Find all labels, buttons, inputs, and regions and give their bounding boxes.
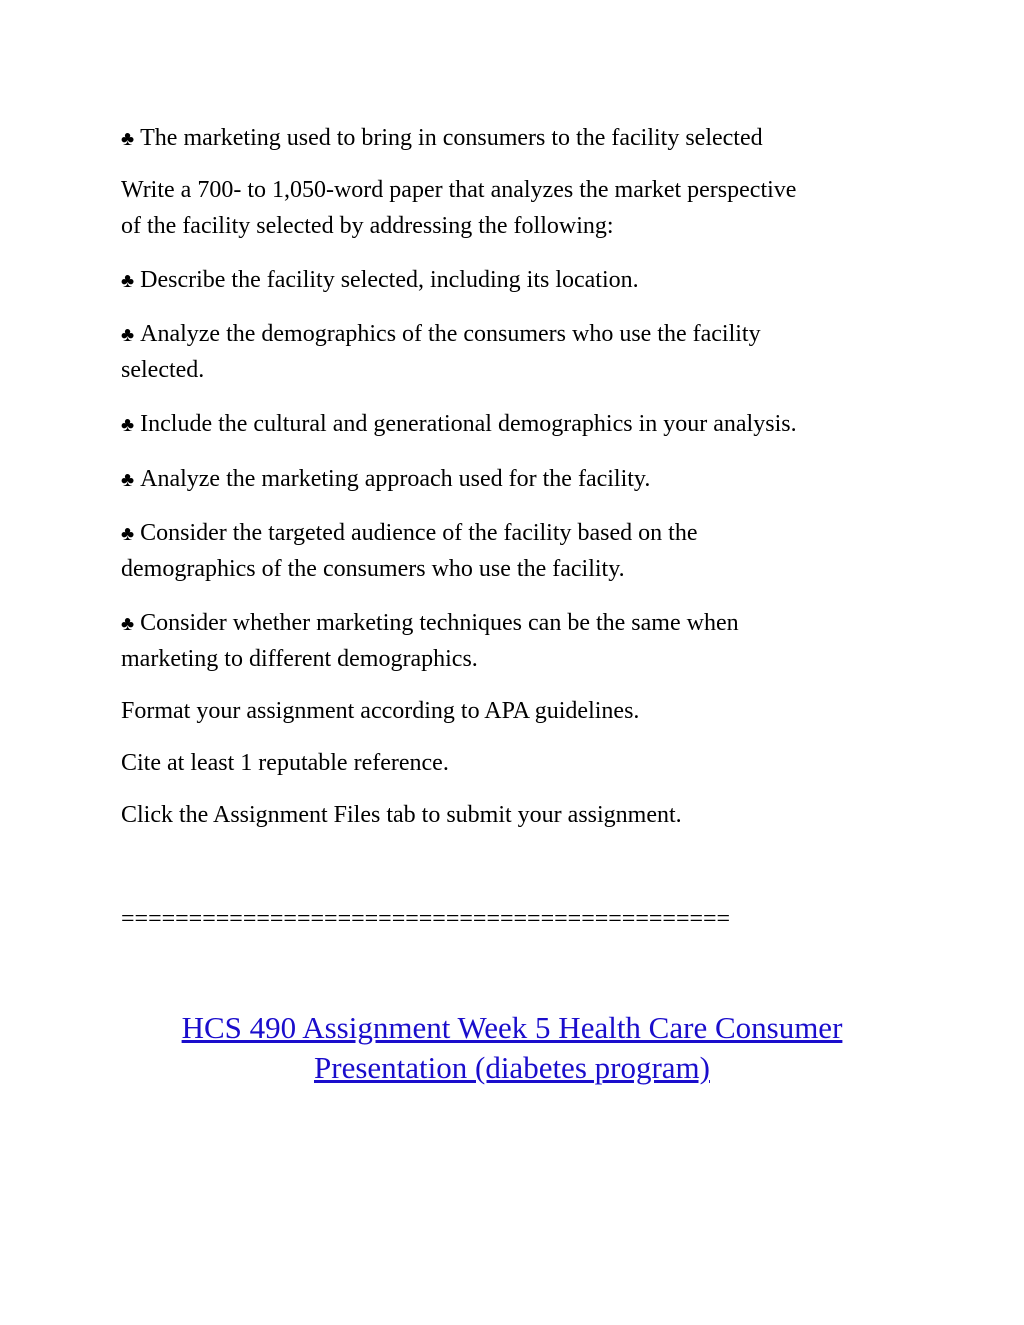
bullet-item-marketing-approach [121,461,650,498]
bullet-text: Analyze the marketing approach used for the facility. [140,466,651,492]
paragraph-apa: Format your assignment according to APA guidelines. [121,698,640,724]
bullet-text: Consider the targeted audience of the facility based on the [140,520,698,546]
club-suit-icon: ♣ [121,270,135,292]
bullet-item-marketing [121,120,763,157]
club-suit-icon: ♣ [121,469,135,491]
bullet-item-analyze-demographics-cont: selected. [121,357,205,383]
paragraph-instructions-line-2: of the facility selected by addressing the following: [121,213,614,239]
paragraph-submit: Click the Assignment Files tab to submit your assignment. [121,802,682,828]
bullet-text: Include the cultural and generational demographics in your analysis. [140,411,797,437]
bullet-item-techniques-cont: marketing to different demographics. [121,646,478,672]
paragraph-instructions-line-1: Write a 700- to 1,050-word paper that analyzes the market perspective [121,177,797,203]
bullet-text: Analyze the demographics of the consumers who use the facility [140,321,761,347]
bullet-text: The marketing used to bring in consumers to the facility selected [140,125,763,151]
club-suit-icon: ♣ [121,128,135,150]
bullet-text: Describe the facility selected, including its location. [140,267,639,293]
section-divider: ============================================= [121,906,731,932]
bullet-item-techniques [121,605,739,642]
bullet-item-cultural [121,406,797,443]
club-suit-icon: ♣ [121,613,135,635]
bullet-item-targeted-audience-cont: demographics of the consumers who use the facility. [121,556,625,582]
bullet-item-analyze-demographics [121,316,761,353]
assignment-link-line-2[interactable]: Presentation (diabetes program) [314,1050,710,1085]
bullet-item-describe [121,262,639,299]
assignment-link-line-1[interactable]: HCS 490 Assignment Week 5 Health Care Consumer [181,1010,843,1045]
club-suit-icon: ♣ [121,523,135,545]
paragraph-cite: Cite at least 1 reputable reference. [121,750,449,776]
club-suit-icon: ♣ [121,324,135,346]
club-suit-icon: ♣ [121,414,135,436]
bullet-item-targeted-audience [121,515,697,552]
bullet-text: Consider whether marketing techniques can be the same when [140,610,739,636]
